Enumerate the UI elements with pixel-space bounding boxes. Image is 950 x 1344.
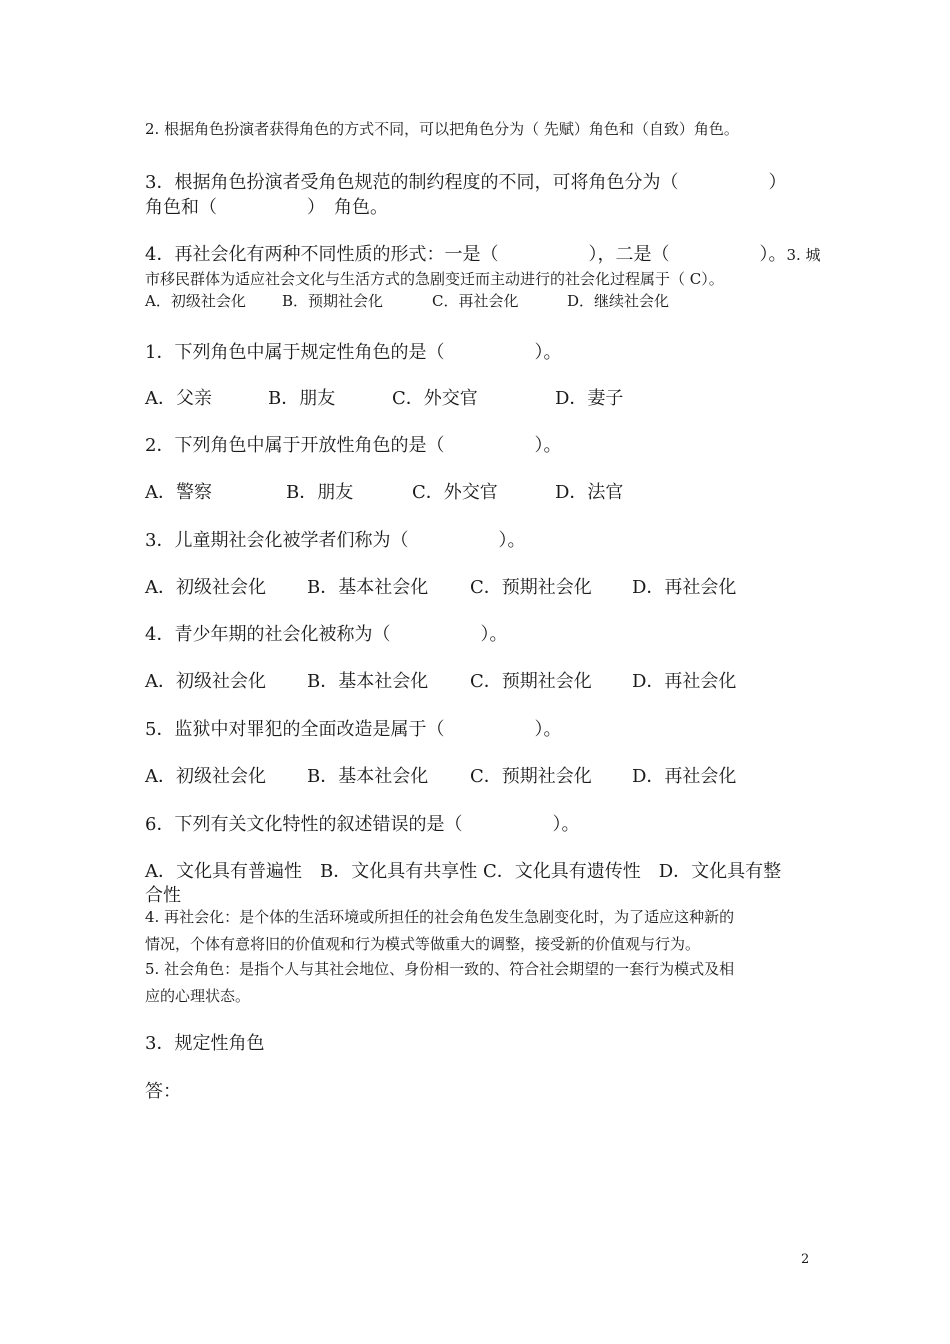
option-d: D．继续社会化 — [567, 292, 670, 310]
short-question-3: 3．规定性角色 — [145, 1033, 265, 1054]
term-5-line-2: 应的心理状态。 — [145, 987, 251, 1005]
option-c: C．预期社会化 — [470, 766, 592, 787]
choice-question-4: 4．青少年期的社会化被称为（ ）。 — [145, 624, 508, 645]
choice-question-3: 3．儿童期社会化被学者们称为（ ）。 — [145, 530, 526, 551]
option-b: B．基本社会化 — [307, 577, 429, 598]
choice-question-2: 2．下列角色中属于开放性角色的是（ ）。 — [145, 435, 562, 456]
option-d: D．再社会化 — [632, 671, 737, 692]
fill-question-4-text: 4．再社会化有两种不同性质的形式：一是（ ），二是（ ）。 — [145, 244, 787, 265]
choice-question-5: 5．监狱中对罪犯的全面改造是属于（ ）。 — [145, 719, 562, 740]
fill-question-4-tail: 3. 城 — [786, 246, 821, 264]
option-a: A．警察 — [145, 482, 212, 503]
option-c: C．再社会化 — [432, 292, 519, 310]
choice-question-6-options-line-2: 合性 — [145, 885, 181, 906]
option-c: C．外交官 — [412, 482, 498, 503]
option-b: B．基本社会化 — [307, 671, 429, 692]
page-number: 2 — [801, 1252, 810, 1267]
choice-question-6: 6．下列有关文化特性的叙述错误的是（ ）。 — [145, 814, 580, 835]
choice-question-1: 1．下列角色中属于规定性角色的是（ ）。 — [145, 342, 562, 363]
option-c: C．预期社会化 — [470, 577, 592, 598]
option-a: A．初级社会化 — [145, 577, 266, 598]
term-4-line-2: 情况，个体有意将旧的价值观和行为模式等做重大的调整，接受新的价值观与行为。 — [145, 935, 701, 953]
option-d: D．再社会化 — [632, 766, 737, 787]
option-a: A．初级社会化 — [145, 671, 266, 692]
option-a: A．初级社会化 — [145, 292, 246, 310]
option-d: D．法官 — [555, 482, 624, 503]
answer-label: 答： — [145, 1081, 181, 1102]
term-4-line-1: 4. 再社会化：是个体的生活环境或所担任的社会角色发生急剧变化时，为了适应这种新的 — [145, 908, 735, 926]
fill-question-2: 2. 根据角色扮演者获得角色的方式不同，可以把角色分为（ 先赋）角色和（自致）角色。 — [145, 120, 739, 138]
option-b: B．基本社会化 — [307, 766, 429, 787]
fill-question-4-line-2: 市移民群体为适应社会文化与生活方式的急剧变迁而主动进行的社会化过程属于（ C）。 — [145, 270, 724, 288]
option-b: B．预期社会化 — [282, 292, 384, 310]
option-d: D．妻子 — [555, 388, 624, 409]
option-a: A．初级社会化 — [145, 766, 266, 787]
option-c: C．外交官 — [392, 388, 478, 409]
option-a: A．父亲 — [145, 388, 212, 409]
option-b: B．朋友 — [268, 388, 336, 409]
term-5-line-1: 5. 社会角色：是指个人与其社会地位、身份相一致的、符合社会期望的一套行为模式及相 — [145, 960, 735, 978]
choice-question-6-options-line-1: A．文化具有普遍性 B．文化具有共享性 C．文化具有遗传性 D．文化具有整 — [145, 861, 782, 882]
option-c: C．预期社会化 — [470, 671, 592, 692]
option-d: D．再社会化 — [632, 577, 737, 598]
fill-question-3-line-2: 角色和（ ） 角色。 — [145, 197, 388, 218]
fill-question-3-line-1: 3．根据角色扮演者受角色规范的制约程度的不同，可将角色分为（ ） — [145, 172, 787, 193]
fill-question-4-line-1 — [145, 240, 821, 266]
option-b: B．朋友 — [286, 482, 354, 503]
